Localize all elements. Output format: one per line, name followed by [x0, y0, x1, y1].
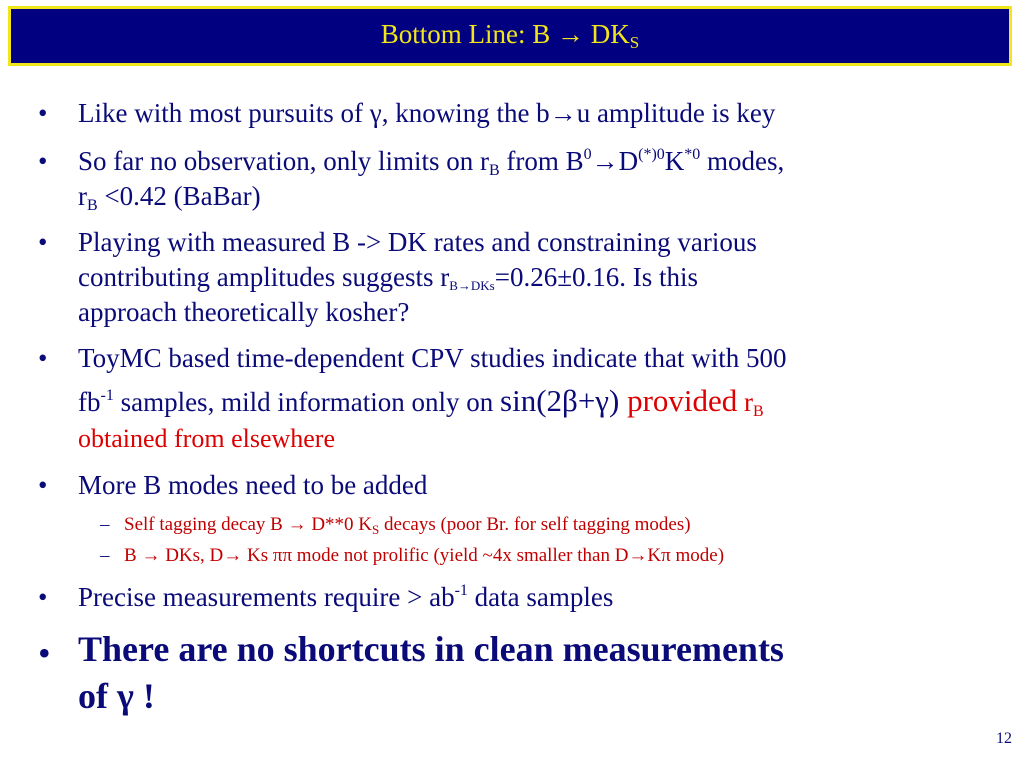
sub-bullet-dash: – [100, 514, 110, 535]
bullet-4-text-line1: ToyMC based time-dependent CPV studies indicate that with 500 [78, 343, 787, 373]
bullet-2-text-line2: $r_B <0.42$ (BaBar) [78, 181, 261, 214]
bullet-3-text-line3: approach theoretically kosher? [78, 297, 410, 327]
bullet-4-text-line3: obtained from elsewhere [78, 424, 336, 453]
bullet-6-text: Precise measurements require > $ab^{-1}$ data samples [78, 582, 614, 612]
bullet-4-text-line2: $fb^{-1}$ samples, mild information only on sin(2β+γ) provided $r_B$ [78, 383, 764, 420]
bullet-7-text-line1: There are no shortcuts in clean measurements [78, 629, 784, 669]
bullet-5-text: More B modes need to be added [78, 470, 428, 500]
bullet-marker: • [38, 98, 48, 128]
bullet-marker: • [38, 343, 48, 373]
slide-title: Bottom Line: $B \to DK_S$ [380, 19, 640, 52]
bullet-3-text-line1: Playing with measured B -> DK rates and constraining various [78, 227, 757, 257]
sub-bullet-2-text: B → DKs, D→ Ks ππ mode not prolific (yield ~4x smaller than D→Kπ mode) [124, 545, 725, 566]
bullet-3-text-line2: contributing amplitudes suggests $r_{B\to DKs}=0.26\pm 0.16$. Is this [78, 262, 699, 293]
bullet-marker: • [38, 470, 48, 500]
sub-bullet-1-text: Self tagging decay B → D**0 $K_S$ decays (poor Br. for self tagging modes) [124, 514, 691, 537]
sub-bullet-dash: – [100, 545, 110, 566]
bullet-7-text-line2: of γ ! [78, 676, 155, 716]
page-number: 12 [996, 730, 1012, 747]
bullet-marker: • [38, 227, 48, 257]
bullet-1-text: Like with most pursuits of γ, knowing the b→u amplitude is key [78, 98, 776, 128]
bullet-2-text-line1: So far no observation, only limits on $r_B$ from $B^0\to D^{(*)0}K^{*0}$ modes, [78, 146, 785, 179]
bullet-marker: • [38, 146, 48, 176]
bullet-marker: • [38, 633, 51, 673]
bullet-marker: • [38, 582, 48, 612]
